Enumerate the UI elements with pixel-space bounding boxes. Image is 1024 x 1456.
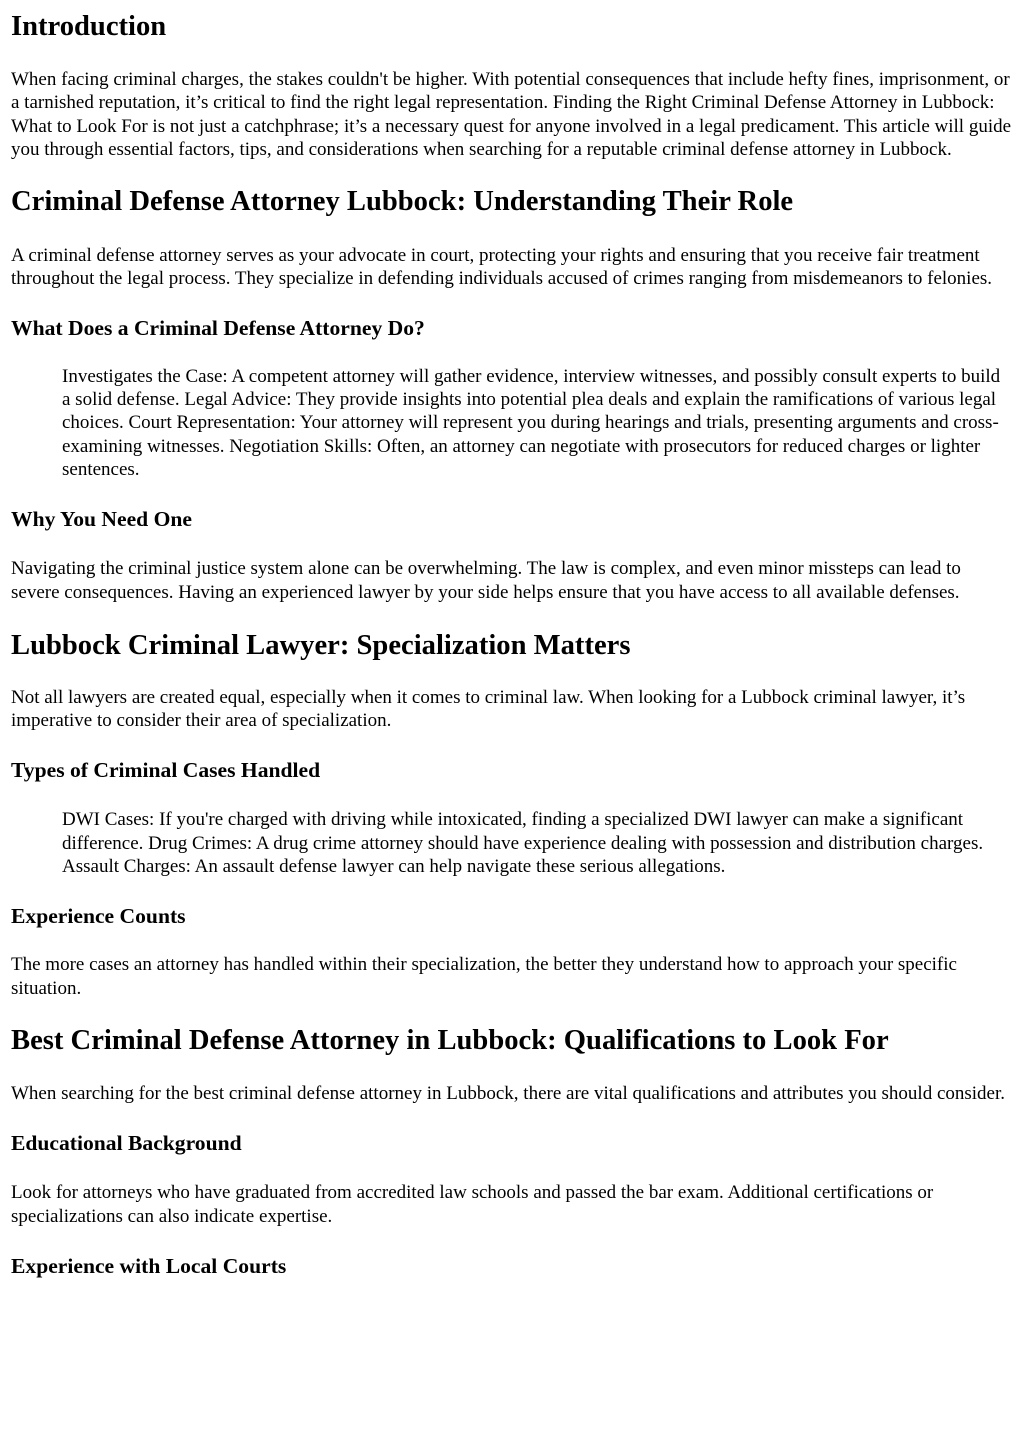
paragraph-understanding-role: A criminal defense attorney serves as your advocate in court, protecting your rights and ensuring that you receive fair treatment throughout the legal process. They specialize in defending individuals accused of crimes ranging from misdemeanors to felonies. [11,245,993,290]
article [0,10,1024,1279]
heading-understanding-role: Criminal Defense Attorney Lubbock: Understanding Their Role [11,186,794,218]
blockquote-case-types: DWI Cases: If you're charged with driving while intoxicated, finding a specialized DWI lawyer can make a significant difference. Drug Crimes: A drug crime attorney should have experience dealing with possession and distribution charges. Assault Charges: An assault defense lawyer can help navigate these serious allegations. [62,809,984,878]
blockquote-attorney-duties: Investigates the Case: A competent attorney will gather evidence, interview witnesses, and possibly consult experts to build a solid defense. Legal Advice: They provide insights into potential plea deals and explain the ramifications of various legal choices. Court Representation: Your attorney will represent you during hearings and trials, presenting arguments and cross-examining witnesses. Negotiation Skills: Often, an attorney can negotiate with prosecutors for reduced charges or lighter sentences. [62,365,1001,480]
paragraph-educational-background: Look for attorneys who have graduated from accredited law schools and passed the bar exam. Additional certifications or specializations can also indicate expertise. [11,1182,934,1227]
heading-specialization-matters: Lubbock Criminal Lawyer: Specialization Matters [11,629,631,661]
heading-why-you-need-one: Why You Need One [11,507,192,532]
heading-introduction: Introduction [11,11,167,42]
paragraph-why-you-need-one: Navigating the criminal justice system alone can be overwhelming. The law is complex, and even minor missteps can lead to severe consequences. Having an experienced lawyer by your side helps ensure that you have access to all available defenses. [11,558,961,603]
paragraph-qualifications: When searching for the best criminal defense attorney in Lubbock, there are vital qualifications and attributes you should consider. [11,1082,1006,1104]
heading-educational-background: Educational Background [11,1131,242,1156]
paragraph-introduction: When facing criminal charges, the stakes couldn't be higher. With potential consequences that include hefty fines, imprisonment, or a tarnished reputation, it’s critical to find the right legal representation. Finding the Right Criminal Defense Attorney in Lubbock: What to Look For is not just a catchphrase; it’s a necessary quest for anyone involved in a legal predicament. This article will guide you through essential factors, tips, and considerations when searching for a reputable criminal defense attorney in Lubbock. [11,69,1012,160]
heading-types-of-cases: Types of Criminal Cases Handled [11,758,321,783]
paragraph-experience-counts: The more cases an attorney has handled within their specialization, the better they understand how to approach your specific situation. [11,954,957,999]
heading-local-courts: Experience with Local Courts [11,1253,287,1278]
heading-what-does-attorney-do: What Does a Criminal Defense Attorney Do? [11,315,425,340]
paragraph-specialization-matters: Not all lawyers are created equal, especially when it comes to criminal law. When looking for a Lubbock criminal lawyer, it’s imperative to consider their area of specialization. [11,686,966,732]
heading-qualifications: Best Criminal Defense Attorney in Lubbock: Qualifications to Look For [11,1024,889,1056]
heading-experience-counts: Experience Counts [11,904,186,929]
